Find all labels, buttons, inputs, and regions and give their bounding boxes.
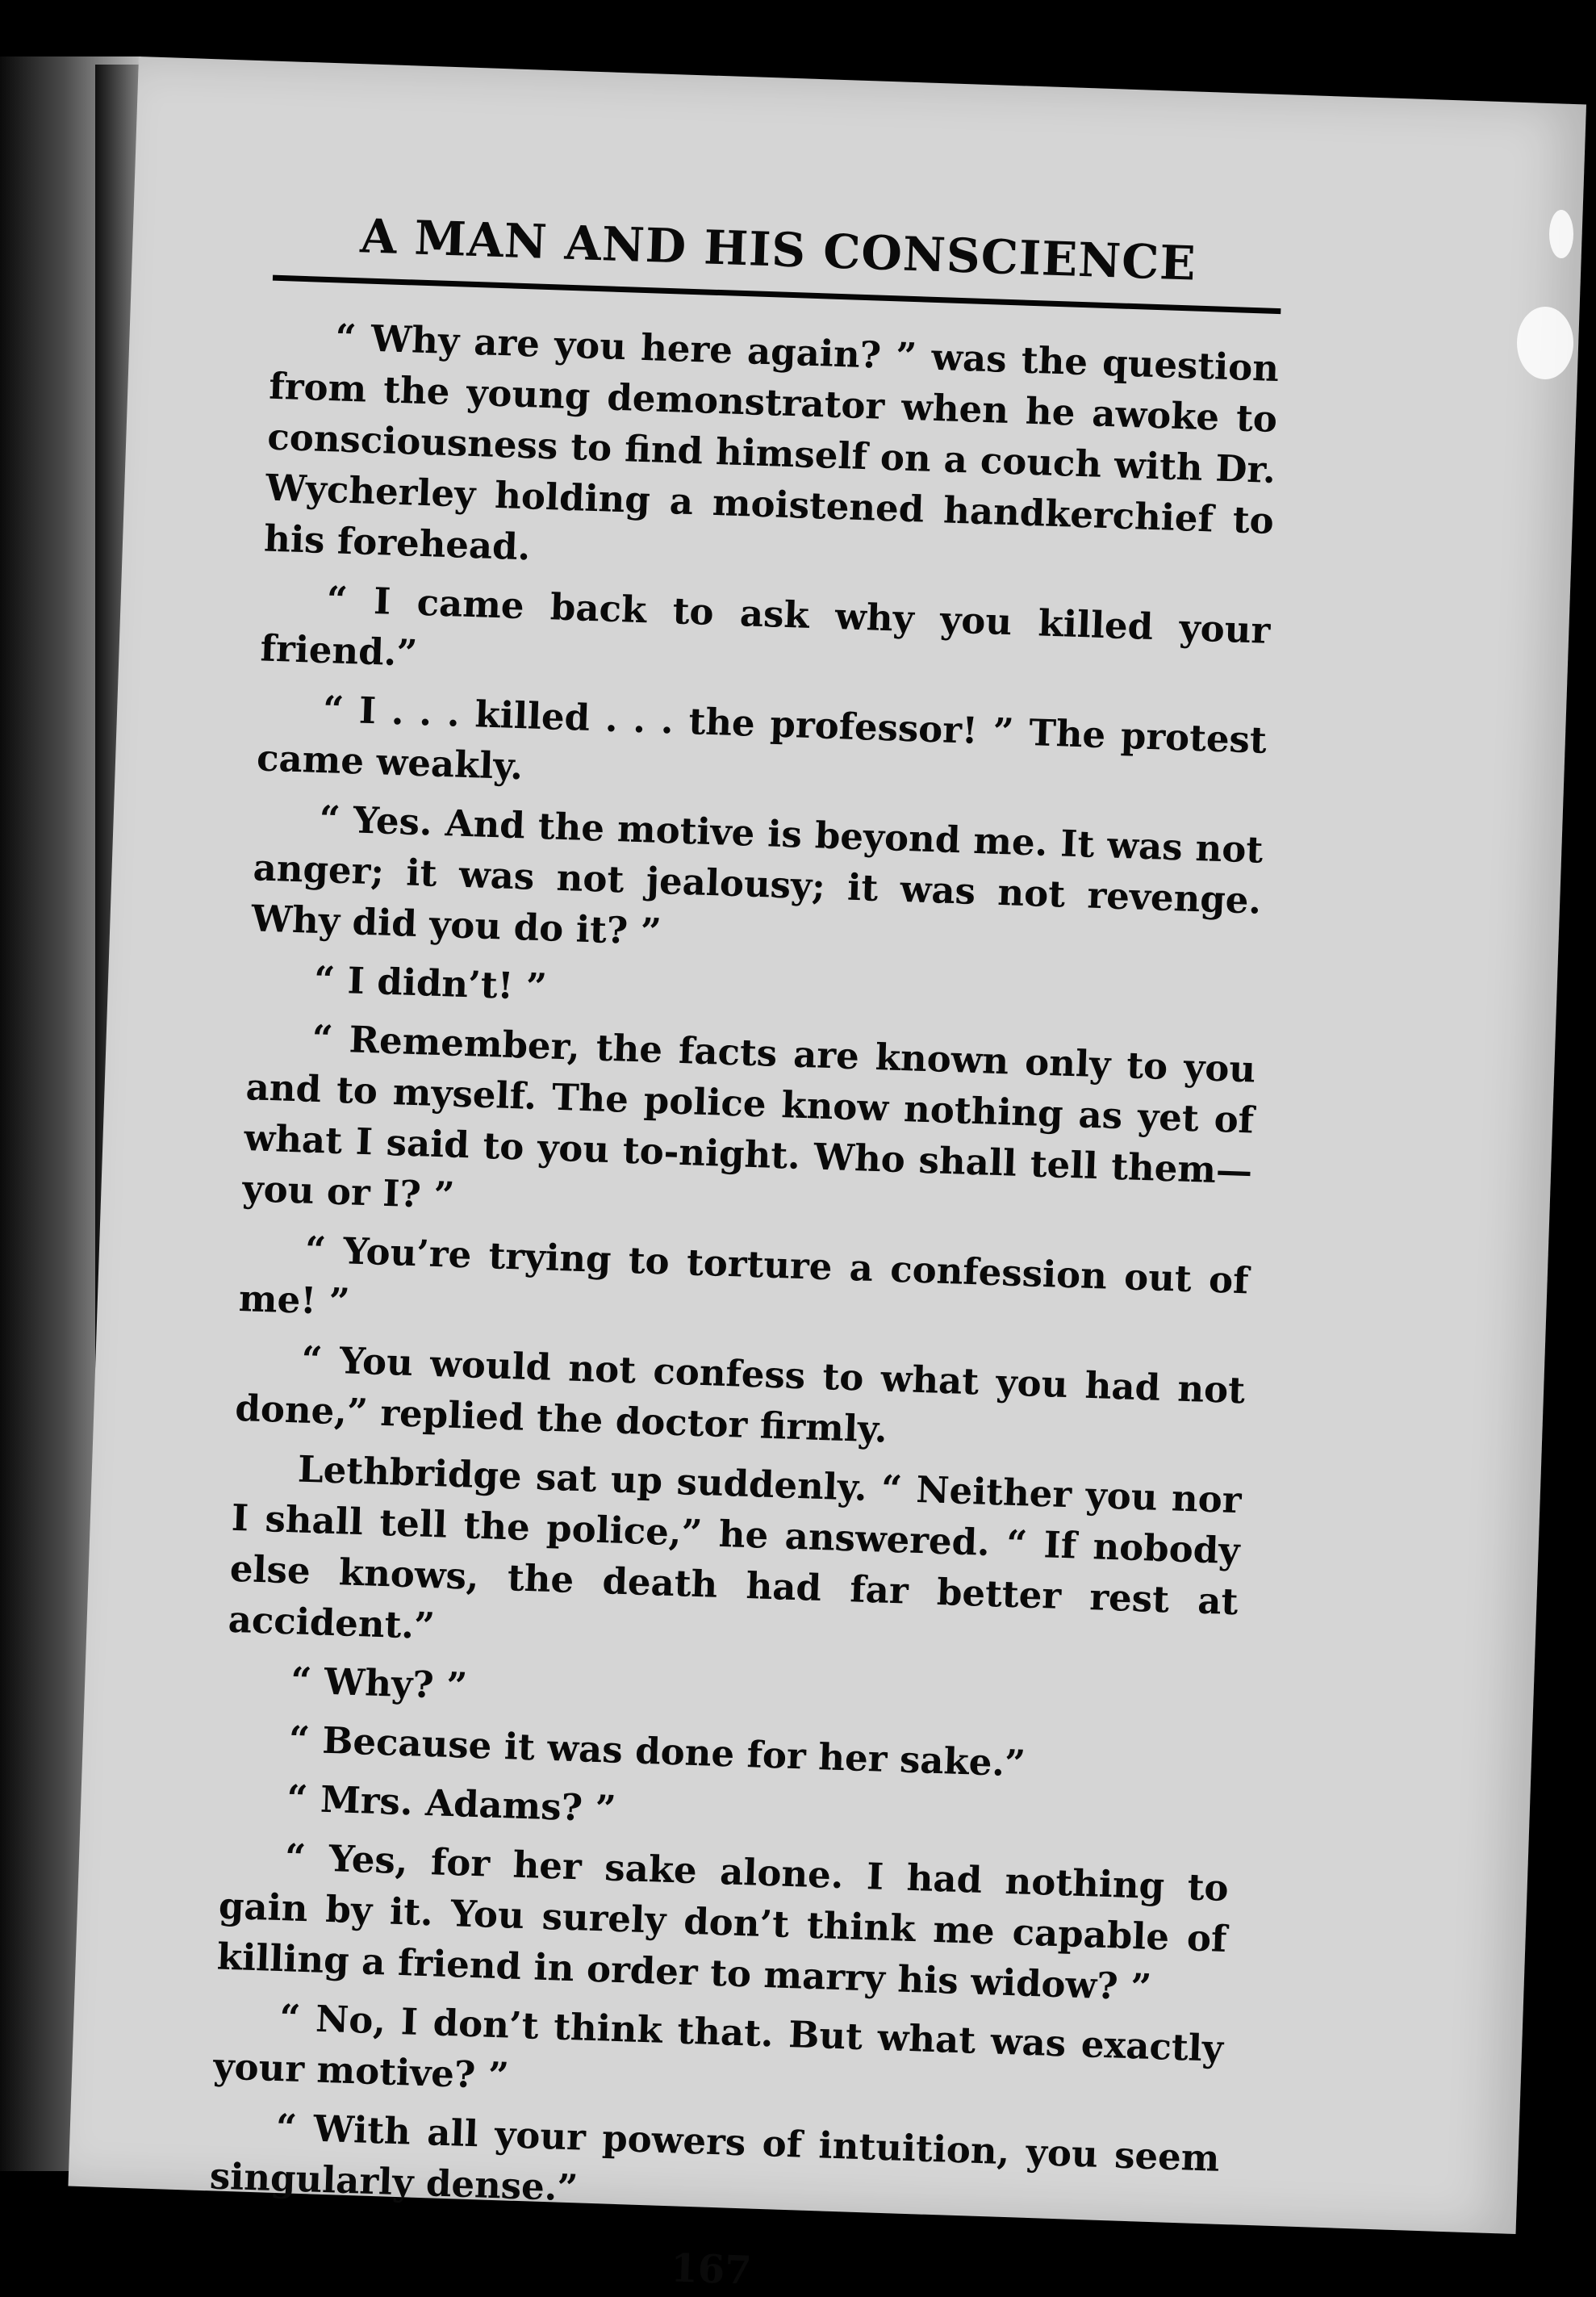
paragraph: “ Yes. And the motive is beyond me. It was not anger; it was not jealousy; it was not revenge. Why did you do it? ” [250, 797, 1264, 953]
paragraph: “ You’re trying to torture a confession out of me! ” [238, 1228, 1250, 1324]
paragraph: “ I came back to ask why you killed your friend.” [259, 577, 1272, 675]
paragraph: “ No, I don’t think that. But what was exactly your motive? ” [212, 1995, 1224, 2098]
running-head: A MAN AND HIS CONSCIENCE [359, 208, 1197, 291]
scan-speck [1517, 307, 1573, 379]
page-content [207, 207, 1283, 2297]
paragraph: “ You would not confess to what you had not done,” replied the doctor firmly. [234, 1337, 1246, 1451]
book-page [68, 56, 1586, 2294]
page-number: 167 [670, 2245, 753, 2294]
paragraph: “ Why are you here again? ” was the question from the young demonstrator when he awoke to consciousness to find himself on a couch with Dr. Wycherley holding a moistened handkerchief to his forehead. [263, 315, 1280, 569]
paragraph: “ Yes, for her sake alone. I had nothing to gain by it. You surely don’t think me capable of killing a friend in order to marry his widow? ” [216, 1835, 1230, 2009]
paragraph: “ With all your powers of intuition, you seem singularly dense.” [209, 2105, 1221, 2210]
paragraph: “ I . . . killed . . . the professor! ” The protest came weakly. [256, 687, 1268, 788]
paragraph: “ Why? ” [290, 1659, 469, 1708]
paragraph: “ Mrs. Adams? ” [286, 1776, 617, 1830]
paragraph: “ Remember, the facts are known only to you and to myself. The police know nothing as yet of what I said to you to-night. Who shall tell them—you or I? ” [241, 1016, 1257, 1217]
scan-speck [1549, 210, 1573, 258]
paragraph: “ Because it was done for her sake.” [288, 1718, 1026, 1785]
paragraph: “ I didn’t! ” [313, 957, 548, 1009]
paragraph: Lethbridge sat up suddenly. “ Neither you nor I shall tell the police,” he answered. “ If nobody else knows, the death had far better rest at accident.” [227, 1447, 1243, 1647]
